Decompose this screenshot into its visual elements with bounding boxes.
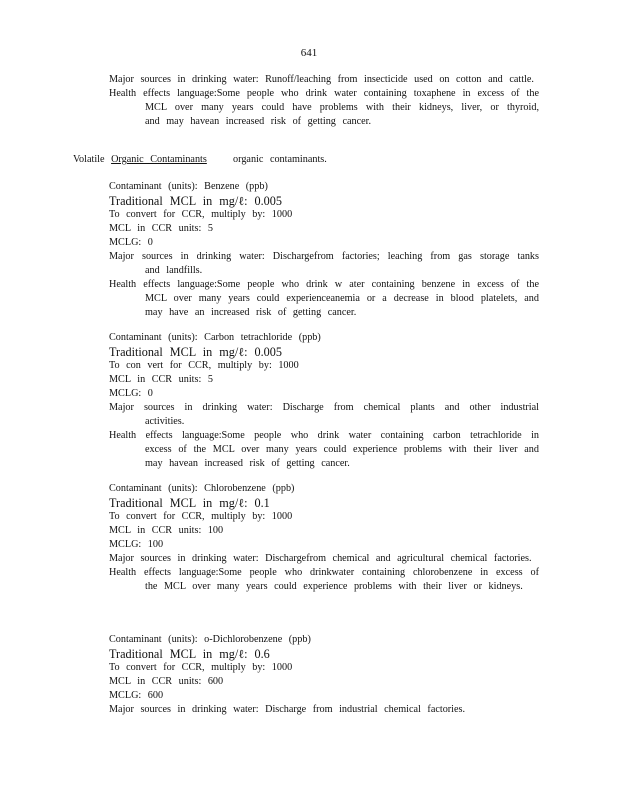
traditional-mcl: Traditional MCL in mg/ℓ: 0.1 — [109, 496, 270, 510]
mclg: MCLG: 0 — [109, 237, 153, 248]
contaminant-o-dichlorobenzene — [109, 633, 539, 717]
page-number: 641 — [300, 47, 318, 59]
health-effects-text: Health effects language:Some people who drink w ater containing benzene in excess of the MCL over many years could experienceanemia or a decrease in blood platelets, and may have an increased risk of getting cancer. — [109, 279, 539, 318]
convert-factor: To con vert for CCR, multiply by: 1000 — [109, 360, 299, 371]
section-heading — [73, 153, 327, 167]
major-sources-text: Major sources in drinking water: Runoff/leaching from insecticide used on cotton and cattle. — [109, 74, 534, 85]
contaminant-heading: Contaminant (units): Benzene (ppb) — [109, 181, 268, 192]
contaminant-heading: Contaminant (units): o-Dichlorobenzene (ppb) — [109, 634, 311, 645]
major-sources-text: Major sources in drinking water: Discharge from industrial chemical factories. — [109, 704, 466, 715]
section-suffix: organic contaminants. — [233, 154, 327, 165]
mclg: MCLG: 0 — [109, 388, 153, 399]
mclg: MCLG: 100 — [109, 539, 164, 550]
mcl-ccr: MCL in CCR units: 600 — [109, 676, 224, 687]
convert-factor: To convert for CCR, multiply by: 1000 — [109, 209, 293, 220]
section-underlined: Organic Contaminants — [111, 154, 207, 165]
traditional-mcl: Traditional MCL in mg/ℓ: 0.005 — [109, 345, 282, 359]
mcl-ccr: MCL in CCR units: 5 — [109, 374, 213, 385]
section-prefix: Volatile — [73, 154, 105, 165]
contaminant-carbon-tetrachloride — [109, 331, 539, 471]
convert-factor: To convert for CCR, multiply by: 1000 — [109, 511, 293, 522]
mcl-ccr: MCL in CCR units: 5 — [109, 223, 213, 234]
mcl-ccr: MCL in CCR units: 100 — [109, 525, 224, 536]
contaminant-chlorobenzene — [109, 482, 539, 594]
contaminant-heading: Contaminant (units): Chlorobenzene (ppb) — [109, 483, 295, 494]
contaminant-heading: Contaminant (units): Carbon tetrachloride (ppb) — [109, 332, 321, 343]
convert-factor: To convert for CCR, multiply by: 1000 — [109, 662, 293, 673]
intro-block — [109, 73, 539, 129]
contaminant-benzene — [109, 180, 539, 320]
health-effects-text: Health effects language:Some people who drink water containing carbon tetrachloride in excess of the MCL over many years could experience problems with their liver and may havean increased risk of getting cancer. — [109, 430, 539, 469]
traditional-mcl: Traditional MCL in mg/ℓ: 0.6 — [109, 647, 270, 661]
major-sources-text: Major sources in drinking water: Dischargefrom chemical and agricultural chemical factories. — [109, 553, 532, 564]
major-sources-text: Major sources in drinking water: Dischargefrom factories; leaching from gas storage tanks and landfills. — [109, 251, 539, 276]
health-effects-text: Health effects language:Some people who drinkwater containing chlorobenzene in excess of the MCL over many years could experience problems with their liver or kidneys. — [109, 567, 539, 592]
major-sources-text: Major sources in drinking water: Discharge from chemical plants and other industrial activities. — [109, 402, 539, 427]
traditional-mcl: Traditional MCL in mg/ℓ: 0.005 — [109, 194, 282, 208]
mclg: MCLG: 600 — [109, 690, 164, 701]
health-effects-text: Health effects language:Some people who drink water containing toxaphene in excess of the MCL over many years could have problems with their kidneys, liver, or thyroid, and may havean increased risk of getting cancer. — [109, 88, 539, 127]
